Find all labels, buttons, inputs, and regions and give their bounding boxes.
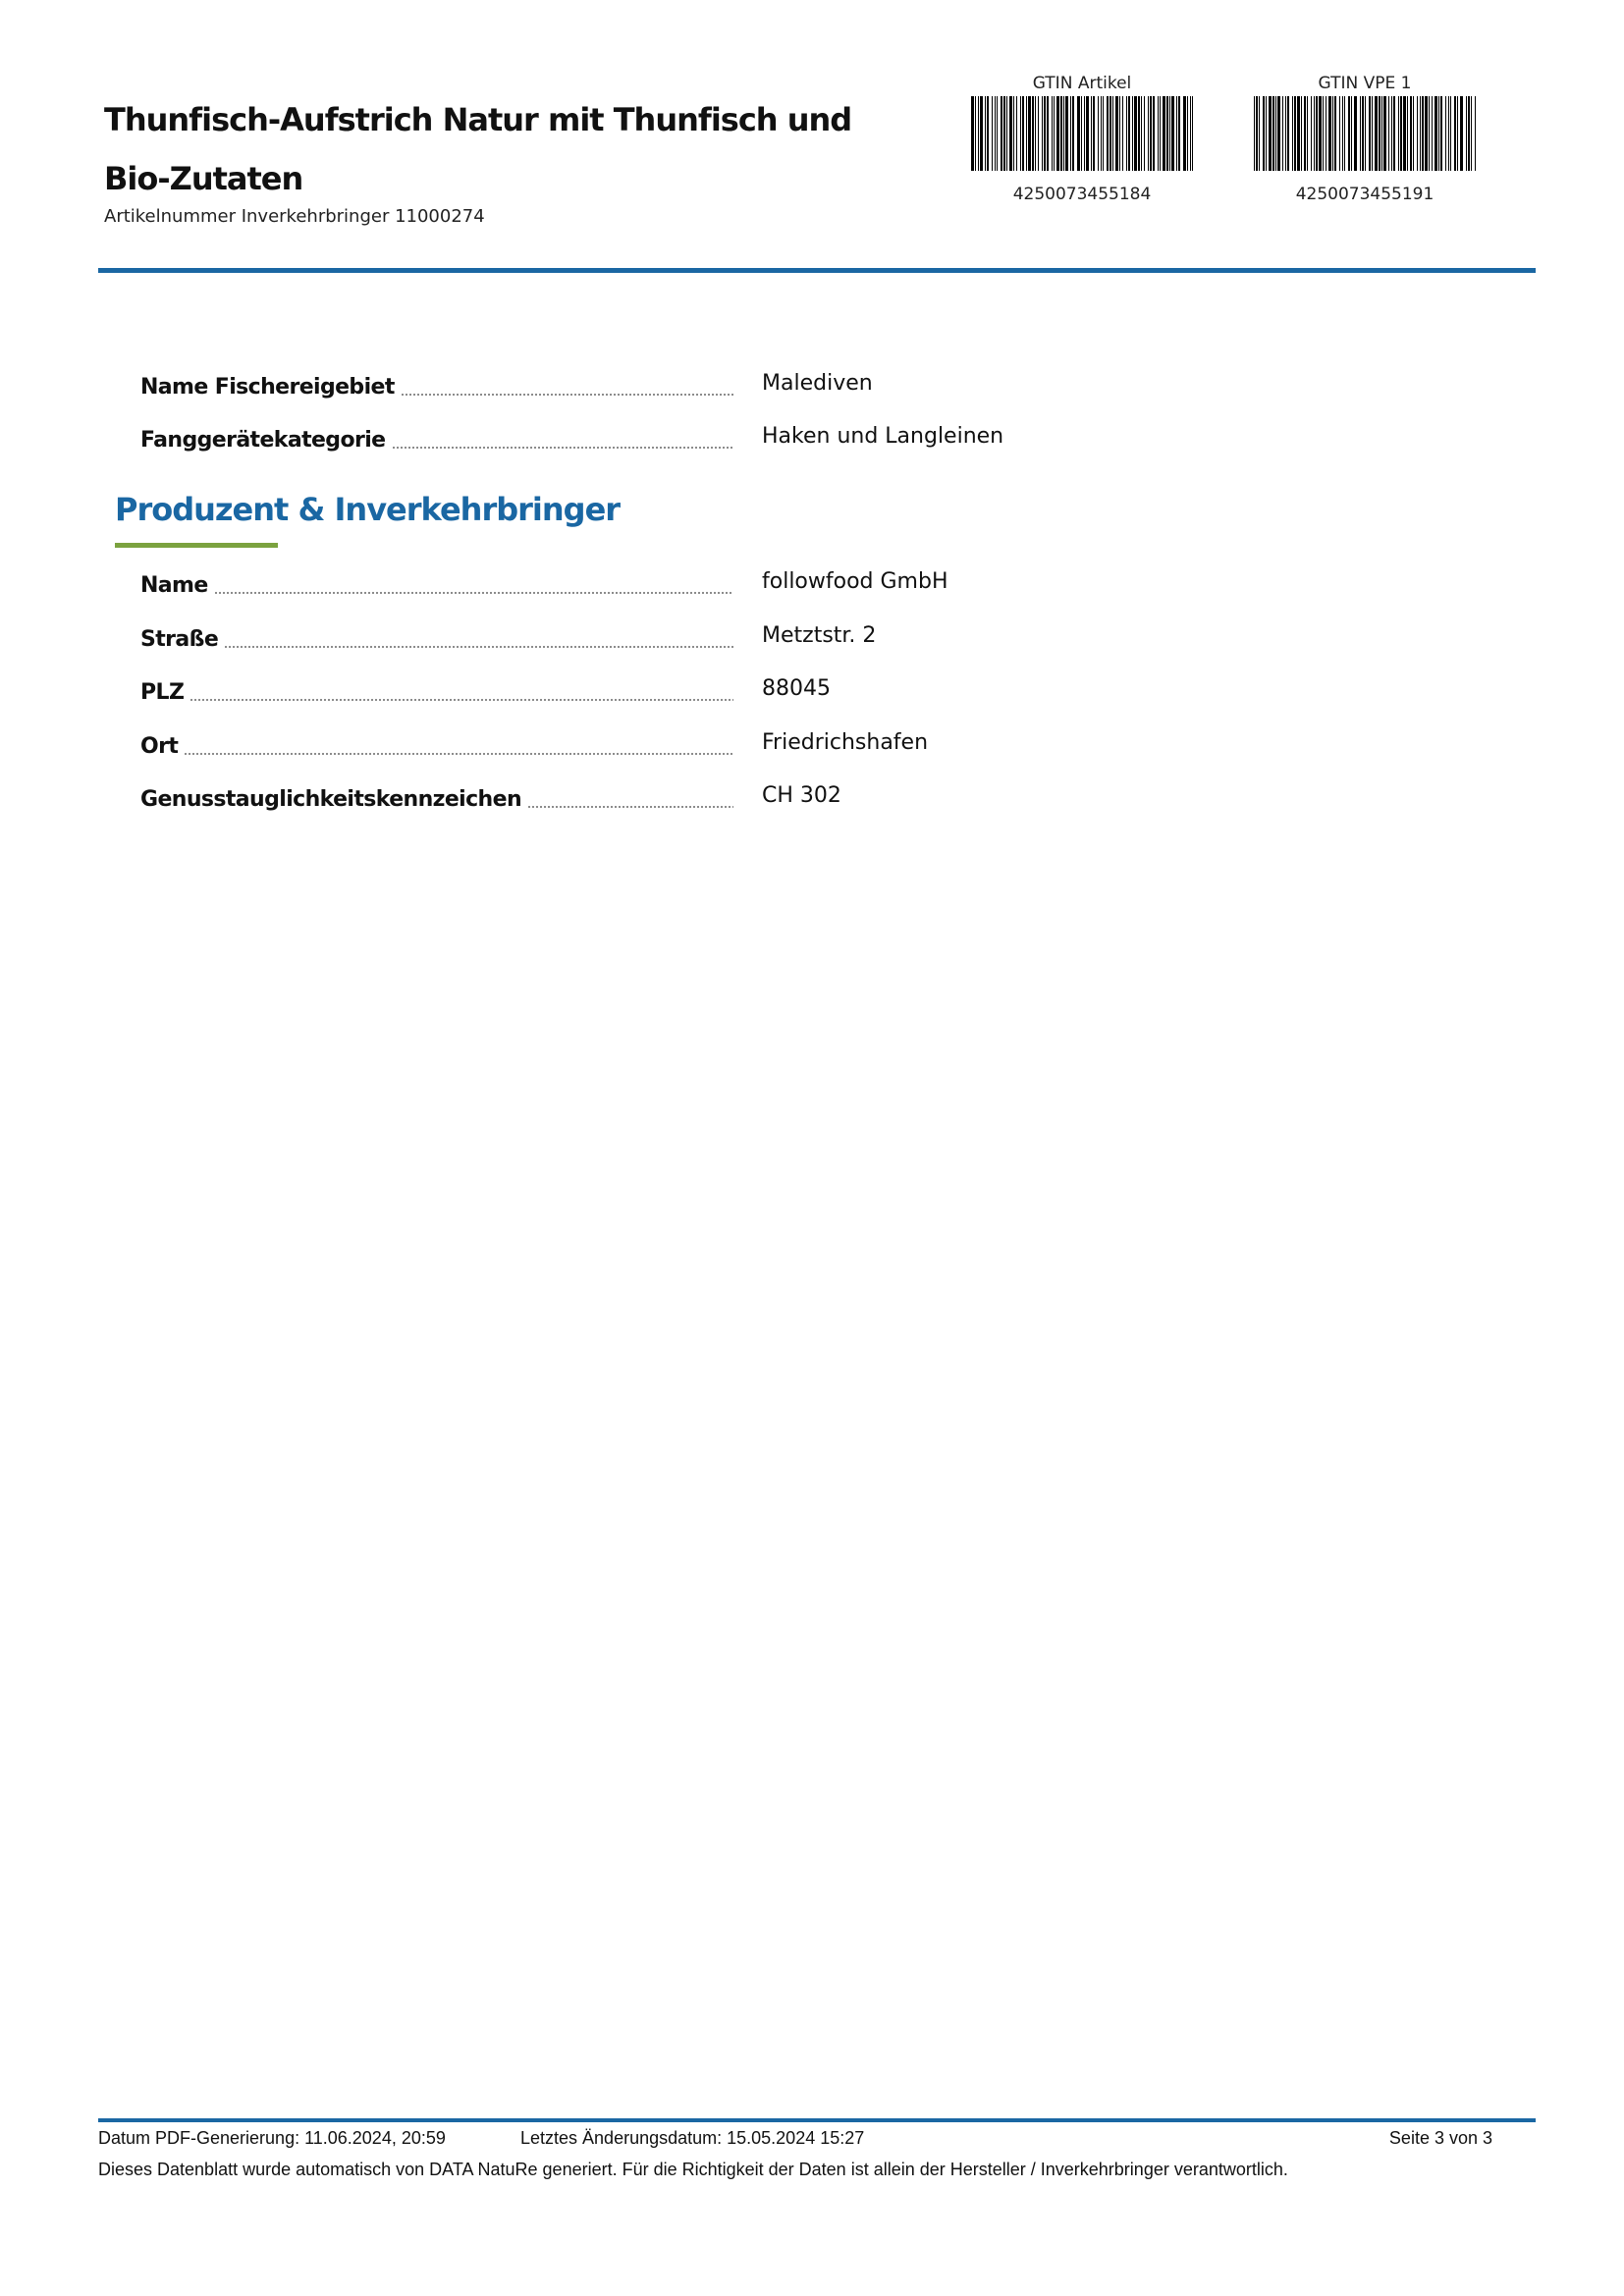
article-number: Artikelnummer Inverkehrbringer 11000274 bbox=[104, 206, 485, 227]
gtin-article-number: 4250073455184 bbox=[1012, 185, 1152, 204]
field-row-name bbox=[140, 561, 1417, 601]
dot-leader bbox=[224, 646, 733, 648]
gtin-vpe-barcode-icon bbox=[1252, 96, 1478, 171]
gtin-article-barcode-icon bbox=[969, 96, 1195, 171]
footer-disclaimer: Dieses Datenblatt wurde automatisch von DATA NatuRe generiert. Für die Richtigkeit der Daten ist allein der Hersteller / Inverkehrbringer verantwortlich. bbox=[98, 2160, 1288, 2179]
footer-changed-date: Letztes Änderungsdatum: 15.05.2024 15:27 bbox=[520, 2128, 865, 2148]
dot-leader bbox=[214, 592, 733, 594]
header-divider bbox=[98, 268, 1536, 273]
dot-leader bbox=[392, 447, 734, 449]
field-value: Haken und Langleinen bbox=[762, 424, 1004, 449]
field-label: Name bbox=[140, 573, 208, 598]
gtin-vpe-label: GTIN VPE 1 bbox=[1318, 74, 1412, 93]
footer-page-number: Seite 3 von 3 bbox=[1388, 2128, 1492, 2148]
page-title: Thunfisch-Aufstrich Natur mit Thunfisch und Bio-Zutaten bbox=[104, 101, 852, 197]
field-label: Name Fischereigebiet bbox=[140, 375, 395, 400]
section-title-producer: Produzent & Inverkehrbringer bbox=[115, 491, 621, 528]
field-value: 88045 bbox=[762, 676, 831, 701]
field-row-zip bbox=[140, 668, 1417, 708]
gtin-vpe bbox=[1247, 71, 1483, 204]
dot-leader bbox=[401, 394, 733, 396]
gtin-article bbox=[964, 71, 1200, 204]
field-row-city bbox=[140, 722, 1417, 762]
field-row-gear-category bbox=[140, 416, 1417, 455]
field-row-fishing-area bbox=[140, 363, 1417, 402]
field-value: Friedrichshafen bbox=[762, 730, 929, 755]
field-row-health-mark bbox=[140, 775, 1417, 815]
footer-generated-date: Datum PDF-Generierung: 11.06.2024, 20:59 bbox=[98, 2128, 446, 2148]
field-value: Malediven bbox=[762, 371, 873, 396]
footer-meta bbox=[98, 2128, 1492, 2150]
field-row-street bbox=[140, 615, 1417, 655]
gtin-vpe-number: 4250073455191 bbox=[1295, 185, 1435, 204]
footer-divider bbox=[98, 2118, 1536, 2122]
field-label: Ort bbox=[140, 734, 179, 759]
field-value: followfood GmbH bbox=[762, 569, 948, 594]
field-value: Metztstr. 2 bbox=[762, 623, 877, 648]
dot-leader bbox=[527, 806, 733, 808]
field-label: Genusstauglichkeitskennzeichen bbox=[140, 787, 522, 812]
field-label: PLZ bbox=[140, 680, 185, 705]
gtin-article-label: GTIN Artikel bbox=[1032, 74, 1132, 93]
field-label: Straße bbox=[140, 627, 219, 652]
dot-leader bbox=[184, 753, 733, 755]
dot-leader bbox=[189, 699, 733, 701]
field-value: CH 302 bbox=[762, 783, 841, 808]
section-underline bbox=[115, 543, 278, 548]
field-label: Fanggerätekategorie bbox=[140, 428, 386, 453]
